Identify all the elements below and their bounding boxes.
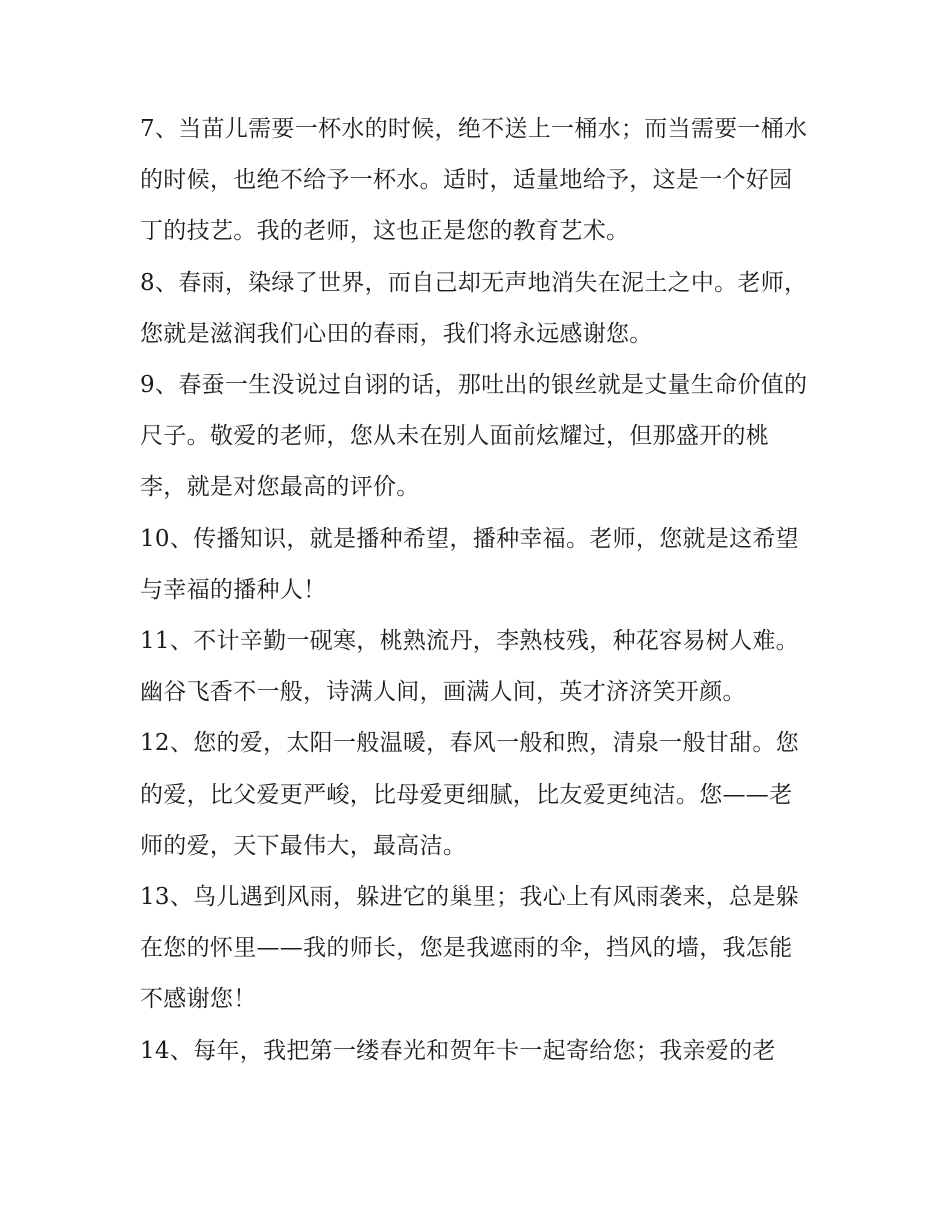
paragraph-9: 9、春蚕一生没说过自诩的话，那吐出的银丝就是丈量生命价值的尺子。敬爱的老师，您从未在别人面前炫耀过，但那盛开的桃李，就是对您最高的评价。 <box>140 372 808 501</box>
paragraph-8: 8、春雨，染绿了世界，而自己却无声地消失在泥土之中。老师，您就是滋润我们心田的春雨，我们将永远感谢您。 <box>140 269 808 347</box>
paragraph-7: 7、当苗儿需要一杯水的时候，绝不送上一桶水；而当需要一桶水的时候，也绝不给予一杯水。适时，适量地给予，这是一个好园丁的技艺。我的老师，这也正是您的教育艺术。 <box>140 116 808 245</box>
paragraph-11: 11、不计辛勤一砚寒，桃熟流丹，李熟枝残，种花容易树人难。幽谷飞香不一般，诗满人间，画满人间，英才济济笑开颜。 <box>140 628 799 706</box>
paragraph-10: 10、传播知识，就是播种希望，播种幸福。老师，您就是这希望与幸福的播种人！ <box>140 525 799 603</box>
paragraph-12: 12、您的爱，太阳一般温暖，春风一般和煦，清泉一般甘甜。您的爱，比父爱更严峻，比母爱更细腻，比友爱更纯洁。您——老师的爱，天下最伟大，最高洁。 <box>140 730 799 859</box>
paragraph-13: 13、鸟儿遇到风雨，躲进它的巢里；我心上有风雨袭来，总是躲在您的怀里——我的师长，您是我遮雨的伞，挡风的墙，我怎能不感谢您！ <box>140 884 799 1013</box>
paragraph-14: 14、每年，我把第一缕春光和贺年卡一起寄给您；我亲爱的老 <box>140 1037 776 1064</box>
document-body <box>140 104 815 1077</box>
